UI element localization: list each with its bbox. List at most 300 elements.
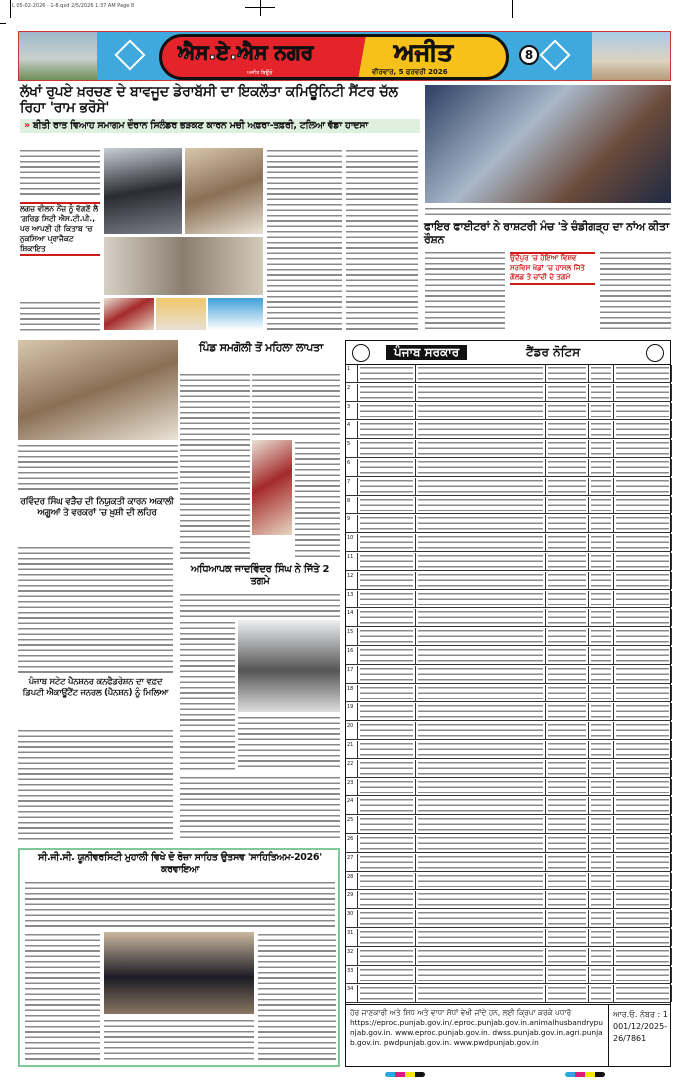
tender-cell — [358, 628, 416, 645]
tender-cell — [614, 591, 672, 608]
tender-cell — [546, 666, 589, 683]
tender-cell — [589, 647, 614, 664]
tender-cell — [416, 967, 546, 984]
tender-row — [346, 534, 670, 552]
tender-cell — [358, 816, 416, 833]
tender-row — [346, 854, 670, 872]
tender-cell — [589, 797, 614, 814]
tender-cell — [614, 873, 672, 890]
tender-cell — [416, 572, 546, 589]
tender-serial: 16 — [346, 647, 358, 664]
masthead-banner — [159, 34, 509, 80]
tender-cell — [358, 985, 416, 1002]
portrait-photo — [104, 298, 154, 330]
tender-cell — [358, 478, 416, 495]
article-text — [18, 728, 173, 842]
tender-cell — [546, 403, 589, 420]
tender-cell — [614, 609, 672, 626]
tender-serial: 3 — [346, 403, 358, 420]
tender-cell — [416, 421, 546, 438]
tender-cell — [358, 609, 416, 626]
pattern-decoration — [114, 39, 145, 70]
tender-cell — [416, 647, 546, 664]
tender-serial: 4 — [346, 421, 358, 438]
tender-cell — [546, 440, 589, 457]
tender-cell — [416, 929, 546, 946]
issue-date: ਵੀਰਵਾਰ, 5 ਫਰਵਰੀ 2026 — [372, 68, 448, 76]
tender-serial: 22 — [346, 760, 358, 777]
article-text — [258, 932, 336, 1062]
tender-cell — [358, 591, 416, 608]
tender-serial: 5 — [346, 440, 358, 457]
tender-cell — [416, 384, 546, 401]
tender-cell — [416, 948, 546, 965]
tender-cell — [614, 553, 672, 570]
tender-serial: 11 — [346, 553, 358, 570]
tender-cell — [614, 497, 672, 514]
tender-cell — [589, 722, 614, 739]
article-photo — [104, 148, 182, 234]
article-text — [180, 592, 340, 617]
tender-serial: 25 — [346, 816, 358, 833]
tender-cell — [358, 703, 416, 720]
podium-photo — [238, 620, 340, 712]
portrait-photo — [156, 298, 206, 330]
tender-cell — [546, 722, 589, 739]
tender-cell — [614, 647, 672, 664]
tender-cell — [358, 403, 416, 420]
article-text — [238, 715, 340, 770]
tender-cell — [614, 929, 672, 946]
tender-cell — [589, 534, 614, 551]
tender-row — [346, 572, 670, 590]
tender-cell — [416, 779, 546, 796]
tender-cell — [358, 421, 416, 438]
department-seal-icon — [646, 344, 664, 362]
tender-row — [346, 628, 670, 646]
tender-serial: 34 — [346, 985, 358, 1002]
tender-footer — [346, 1004, 670, 1066]
tender-cell — [358, 534, 416, 551]
tender-cell — [614, 760, 672, 777]
tender-serial: 27 — [346, 854, 358, 871]
photo-caption — [18, 443, 178, 493]
photo-caption — [425, 206, 671, 218]
tender-cell — [546, 628, 589, 645]
article-text — [180, 775, 340, 842]
tender-cell — [546, 497, 589, 514]
tender-cell — [358, 967, 416, 984]
tender-govt-title: ਪੰਜਾਬ ਸਰਕਾਰ — [386, 345, 467, 360]
tender-cell — [358, 685, 416, 702]
tender-cell — [358, 948, 416, 965]
tender-cell — [614, 572, 672, 589]
tender-row — [346, 967, 670, 985]
tender-serial: 8 — [346, 497, 358, 514]
tender-cell — [546, 873, 589, 890]
tender-cell — [589, 666, 614, 683]
tender-cell — [416, 722, 546, 739]
tender-cell — [546, 797, 589, 814]
tender-row — [346, 797, 670, 815]
tender-cell — [546, 421, 589, 438]
tender-cell — [416, 985, 546, 1002]
tender-cell — [416, 553, 546, 570]
cgc-event-photo — [104, 932, 254, 1014]
tender-cell — [589, 948, 614, 965]
tender-table — [346, 365, 670, 1005]
tender-serial: 26 — [346, 835, 358, 852]
crop-mark — [0, 23, 6, 24]
tender-serial: 7 — [346, 478, 358, 495]
tender-cell — [614, 459, 672, 476]
tender-serial: 6 — [346, 459, 358, 476]
tender-cell — [546, 685, 589, 702]
tender-notice-title: ਟੈਂਡਰ ਨੋਟਿਸ — [526, 345, 581, 359]
tender-row — [346, 403, 670, 421]
tender-cell — [546, 816, 589, 833]
tender-cell — [614, 891, 672, 908]
tender-cell — [546, 647, 589, 664]
tender-cell — [614, 722, 672, 739]
tender-cell — [358, 572, 416, 589]
tender-cell — [358, 835, 416, 852]
article-photo — [185, 148, 263, 234]
fire-fighters-photo — [425, 85, 671, 203]
akali-headline: ਅਗੂਆਂ ਤੇ ਵਰਕਰਾਂ 'ਚ ਖ਼ੁਸ਼ੀ ਦੀ ਲਹਿਰ — [37, 508, 157, 518]
tender-serial: 12 — [346, 572, 358, 589]
tender-cell — [614, 985, 672, 1002]
tender-cell — [546, 891, 589, 908]
tender-cell — [546, 572, 589, 589]
print-slug: L 05-02-2026 - 1-8.qxd 2/5/2026 1:37 AM Page 8 — [12, 3, 135, 9]
tender-row — [346, 873, 670, 891]
tender-cell — [358, 891, 416, 908]
tender-cell — [614, 666, 672, 683]
tender-cell — [416, 666, 546, 683]
tender-cell — [358, 873, 416, 890]
tender-cell — [546, 384, 589, 401]
tender-serial: 23 — [346, 779, 358, 796]
portrait-photo — [208, 298, 263, 330]
tender-serial: 2 — [346, 384, 358, 401]
tender-cell — [358, 722, 416, 739]
tender-row — [346, 497, 670, 515]
tender-cell — [416, 365, 546, 382]
tender-cell — [358, 929, 416, 946]
akali-headline: ਰਵਿੰਦਰ ਸਿੰਘ ਵੜੈਚ ਦੀ ਨਿਯੁਕਤੀ ਕਾਰਨ ਅਕਾਲੀ — [20, 497, 174, 507]
tender-serial: 14 — [346, 609, 358, 626]
tender-cell — [546, 967, 589, 984]
article-text — [25, 880, 335, 930]
tender-cell — [416, 760, 546, 777]
tender-cell — [546, 779, 589, 796]
article-photo — [104, 237, 263, 295]
tender-cell — [416, 440, 546, 457]
tender-cell — [546, 534, 589, 551]
tender-cell — [589, 854, 614, 871]
pension-headline-group — [18, 677, 173, 699]
tender-cell — [589, 985, 614, 1002]
tender-cell — [416, 403, 546, 420]
tender-cell — [614, 515, 672, 532]
tender-cell — [416, 515, 546, 532]
tender-cell — [589, 628, 614, 645]
tender-cell — [416, 628, 546, 645]
tender-row — [346, 591, 670, 609]
missing-woman-photo — [252, 440, 292, 535]
tender-cell — [614, 816, 672, 833]
tender-cell — [416, 478, 546, 495]
arrow-icon: » — [24, 120, 30, 131]
tender-row — [346, 760, 670, 778]
tender-cell — [614, 403, 672, 420]
tender-cell — [416, 816, 546, 833]
tender-footer-text — [350, 1008, 604, 1048]
tender-row — [346, 985, 670, 1003]
tender-cell — [416, 534, 546, 551]
tender-row — [346, 440, 670, 458]
tender-cell — [589, 459, 614, 476]
second-headline-text: ਬੀਤੀ ਰਾਤ ਵਿਆਹ ਸਮਾਗਮ ਦੌਰਾਨ ਸਿਲੰਡਰ ਭੜਕਣ ਕਾਰਨ ਮਚੀ ਅਫ਼ਰਾ-ਤਫ਼ਰੀ, ਟਲਿਆ ਵੱਡਾ ਹਾਦਸਾ — [32, 120, 368, 131]
tender-row — [346, 929, 670, 947]
tender-cell — [416, 497, 546, 514]
pullquote: ਲਗਜ਼ ਵੀਲਨ ਨੌਂਜ਼ ਨੂੰ ਵੱਗਣੋਂ ਲੈ 'ਗਰਿਡ ਸਿਟੀ ਐਸ.ਟੀ.ਪੀ., ਪਰ ਆਪਣੀ ਹੀ ਕਿਤਾਬ 'ਚ ਨੁਕਸਿਆ ਪ੍ਰਾਜੈਕਟ ਸ਼ਿਕਾਇਤ — [20, 202, 100, 256]
tender-serial: 13 — [346, 591, 358, 608]
tender-cell — [589, 609, 614, 626]
tender-cell — [546, 985, 589, 1002]
tender-row — [346, 553, 670, 571]
tender-cell — [358, 666, 416, 683]
tender-serial: 15 — [346, 628, 358, 645]
tender-cell — [589, 478, 614, 495]
tender-row — [346, 722, 670, 740]
tender-serial: 28 — [346, 873, 358, 890]
tender-cell — [589, 891, 614, 908]
tender-row — [346, 685, 670, 703]
tender-row — [346, 384, 670, 402]
article-text — [20, 300, 100, 332]
tender-cell — [416, 685, 546, 702]
tender-cell — [546, 835, 589, 852]
tender-cell — [589, 835, 614, 852]
article-text — [252, 372, 340, 437]
tender-cell — [546, 910, 589, 927]
tender-serial: 18 — [346, 685, 358, 702]
tender-serial: 10 — [346, 534, 358, 551]
tender-cell — [546, 703, 589, 720]
tender-row — [346, 741, 670, 759]
tender-cell — [589, 365, 614, 382]
tender-cell — [589, 685, 614, 702]
tender-cell — [358, 459, 416, 476]
pullquote: ਉਦੈਪੁਰ 'ਚ ਹੋਇਆ ਵਿਸ਼ਵ ਸਰਵਿਸ ਖੇਡਾਂ 'ਚ ਹਾਸਲ ਜਿੱਤੇ ਗੋਲਡ ਤੇ ਚਾਂਦੀ ਦੇ ਤਗਮੇ — [510, 252, 595, 285]
tender-cell — [358, 779, 416, 796]
tender-serial: 33 — [346, 967, 358, 984]
tender-row — [346, 891, 670, 909]
masthead — [18, 31, 671, 81]
tender-cell — [358, 647, 416, 664]
tender-cell — [546, 459, 589, 476]
tender-cell — [416, 459, 546, 476]
tender-cell — [589, 572, 614, 589]
tender-serial: 17 — [346, 666, 358, 683]
tender-serial: 32 — [346, 948, 358, 965]
footer-urls[interactable]: https://eproc.punjab.gov.in/.eproc.punjab.gov.in.animalhusbandrypunjab.gov.in. www.eproc.punjab.gov.in. dwss.punjab.gov.in.agri.punjab.gov.in. pwdpunjab.gov.in. www.pwdpunjab.gov.in — [350, 1018, 603, 1047]
tender-serial: 31 — [346, 929, 358, 946]
page-number: 8 — [519, 45, 539, 65]
tender-row — [346, 703, 670, 721]
tender-cell — [546, 515, 589, 532]
tender-cell — [416, 703, 546, 720]
tender-cell — [416, 609, 546, 626]
tender-serial: 1 — [346, 365, 358, 382]
tender-cell — [589, 760, 614, 777]
tender-row — [346, 835, 670, 853]
tender-cell — [358, 760, 416, 777]
tender-cell — [614, 421, 672, 438]
second-headline — [20, 119, 420, 133]
tender-cell — [546, 609, 589, 626]
tender-cell — [416, 591, 546, 608]
tender-cell — [614, 440, 672, 457]
tender-cell — [358, 854, 416, 871]
tender-row — [346, 609, 670, 627]
article-text — [25, 932, 100, 1062]
footer-note: ਹੋਰ ਜਾਣਕਾਰੀ ਅਤੇ ਸ਼ਿਧ ਅਤੇ ਵਾਧਾ ਸੋਧਾਂ ਵੇਖੀ ਜਾਂਦੇ ਹਨ, ਲਈ ਕ੍ਰਿਪਾ ਕਰਕੇ ਪਧਾਰੋ — [350, 1008, 572, 1017]
crop-mark — [10, 0, 11, 18]
article-text — [180, 372, 250, 560]
fire-headline: ਫਾਇਰ ਫਾਈਟਰਾਂ ਨੇ ਰਾਸ਼ਟਰੀ ਮੰਚ 'ਤੇ ਚੰਡੀਗੜ੍ਹ ਦਾ ਨਾਂਅ ਕੀਤਾ ਰੌਸ਼ਨ — [424, 220, 669, 246]
tender-cell — [546, 741, 589, 758]
tender-cell — [589, 497, 614, 514]
tender-cell — [546, 478, 589, 495]
tender-ref: ਆਰ.ਓ. ਨੰਬਰ : 1001/12/2025-26/7861 — [608, 1005, 672, 1066]
tender-cell — [546, 854, 589, 871]
tender-cell — [358, 440, 416, 457]
city-name: ਐਸ.ਏ.ਐਸ ਨਗਰ — [178, 40, 314, 64]
tender-serial: 9 — [346, 515, 358, 532]
tender-cell — [589, 515, 614, 532]
tender-cell — [589, 703, 614, 720]
tender-serial: 29 — [346, 891, 358, 908]
tender-cell — [358, 910, 416, 927]
article-text — [180, 620, 235, 770]
photo-caption — [104, 1018, 254, 1062]
tender-cell — [614, 854, 672, 871]
tender-serial: 24 — [346, 797, 358, 814]
article-text — [295, 440, 340, 560]
registration-mark — [260, 0, 261, 16]
tender-cell — [546, 929, 589, 946]
tender-cell — [416, 835, 546, 852]
tender-header — [346, 341, 670, 365]
tender-cell — [416, 873, 546, 890]
color-registration-bar — [565, 1072, 605, 1077]
tender-serial: 20 — [346, 722, 358, 739]
tender-row — [346, 910, 670, 928]
tender-cell — [614, 365, 672, 382]
tender-cell — [546, 591, 589, 608]
article-text — [267, 148, 342, 330]
tender-cell — [589, 967, 614, 984]
tender-cell — [589, 816, 614, 833]
tender-cell — [589, 741, 614, 758]
tender-cell — [614, 628, 672, 645]
tender-cell — [358, 497, 416, 514]
tender-cell — [614, 910, 672, 927]
tender-cell — [416, 741, 546, 758]
missing-headline: ਪਿੰਡ ਸਮਗੋਲੀ ਤੋਂ ਮਹਿਲਾ ਲਾਪਤਾ — [199, 341, 323, 354]
tender-cell — [546, 365, 589, 382]
tender-cell — [416, 910, 546, 927]
pension-headline: ਪੰਜਾਬ ਸਟੇਟ ਪੈਨਸ਼ਨਰ ਕਨਫੈਡਰੇਸ਼ਨ ਦਾ ਵਫ਼ਦ — [28, 677, 163, 687]
teacher-headline: ਅਧਿਆਪਕ ਜਾਦਵਿੰਦਰ ਸਿੰਘ ਨੇ ਜਿੱਤੇ 2 ਤਗਮੇ — [190, 564, 330, 587]
tender-cell — [589, 553, 614, 570]
tender-cell — [358, 553, 416, 570]
crop-mark — [512, 0, 513, 18]
tender-cell — [546, 553, 589, 570]
akali-photo — [18, 340, 178, 440]
tender-serial: 19 — [346, 703, 358, 720]
tender-cell — [614, 835, 672, 852]
tender-cell — [589, 591, 614, 608]
article-text — [600, 250, 671, 333]
tender-cell — [614, 534, 672, 551]
tender-cell — [614, 384, 672, 401]
tender-row — [346, 365, 670, 383]
tender-row — [346, 515, 670, 533]
masthead-subtitle: ਅਜੀਤ ਬਿਊਰੋ — [247, 70, 273, 76]
pattern-decoration — [539, 39, 570, 70]
tender-cell — [358, 797, 416, 814]
lead-headline: ਲੱਖਾਂ ਰੁਪਏ ਖ਼ਰਚਣ ਦੇ ਬਾਵਜੂਦ ਡੇਰਾਬੱਸੀ ਦਾ ਇਕਲੌਤਾ ਕਮਿਊਨਿਟੀ ਸੈਂਟਰ ਚੱਲ ਰਿਹਾ 'ਰਾਮ ਭਰੋਸੇ' — [20, 84, 398, 116]
tender-cell — [614, 478, 672, 495]
tender-row — [346, 421, 670, 439]
tender-cell — [416, 854, 546, 871]
tender-row — [346, 666, 670, 684]
tender-cell — [614, 948, 672, 965]
tender-cell — [589, 929, 614, 946]
tender-cell — [614, 967, 672, 984]
tender-row — [346, 459, 670, 477]
tender-cell — [358, 515, 416, 532]
tender-row — [346, 779, 670, 797]
tender-cell — [589, 910, 614, 927]
masthead-photo-left — [19, 32, 97, 80]
tender-cell — [546, 760, 589, 777]
paper-logo: ਅਜੀਤ — [394, 38, 453, 66]
article-text — [425, 250, 505, 333]
cgc-story-box — [18, 848, 340, 1067]
tender-serial: 30 — [346, 910, 358, 927]
punjab-govt-seal-icon — [352, 344, 370, 362]
tender-cell — [589, 384, 614, 401]
tender-cell — [546, 948, 589, 965]
tender-row — [346, 478, 670, 496]
tender-cell — [589, 873, 614, 890]
tender-cell — [589, 421, 614, 438]
tender-cell — [614, 703, 672, 720]
tender-cell — [416, 891, 546, 908]
tender-cell — [614, 779, 672, 796]
cgc-headline: ਸੀ.ਜੀ.ਸੀ. ਯੂਨੀਵਰਸਿਟੀ ਮੁਹਾਲੀ ਵਿਖੇ ਦੋ ਰੋਜ਼ਾ ਸਾਹਿਤ ਉਤਸਵ 'ਸਾਹਿਤਿਅਮ-2026' ਕਰਵਾਇਆ — [38, 852, 322, 875]
pension-headline: ਡਿਪਟੀ ਐਕਾਊਂਟੈਂਟ ਜਨਰਲ (ਪੈਨਸ਼ਨ) ਨੂੰ ਮਿਲਿਆ — [22, 688, 169, 698]
tender-cell — [358, 384, 416, 401]
akali-headline-group — [18, 497, 176, 519]
article-text — [346, 148, 418, 330]
tender-cell — [614, 741, 672, 758]
